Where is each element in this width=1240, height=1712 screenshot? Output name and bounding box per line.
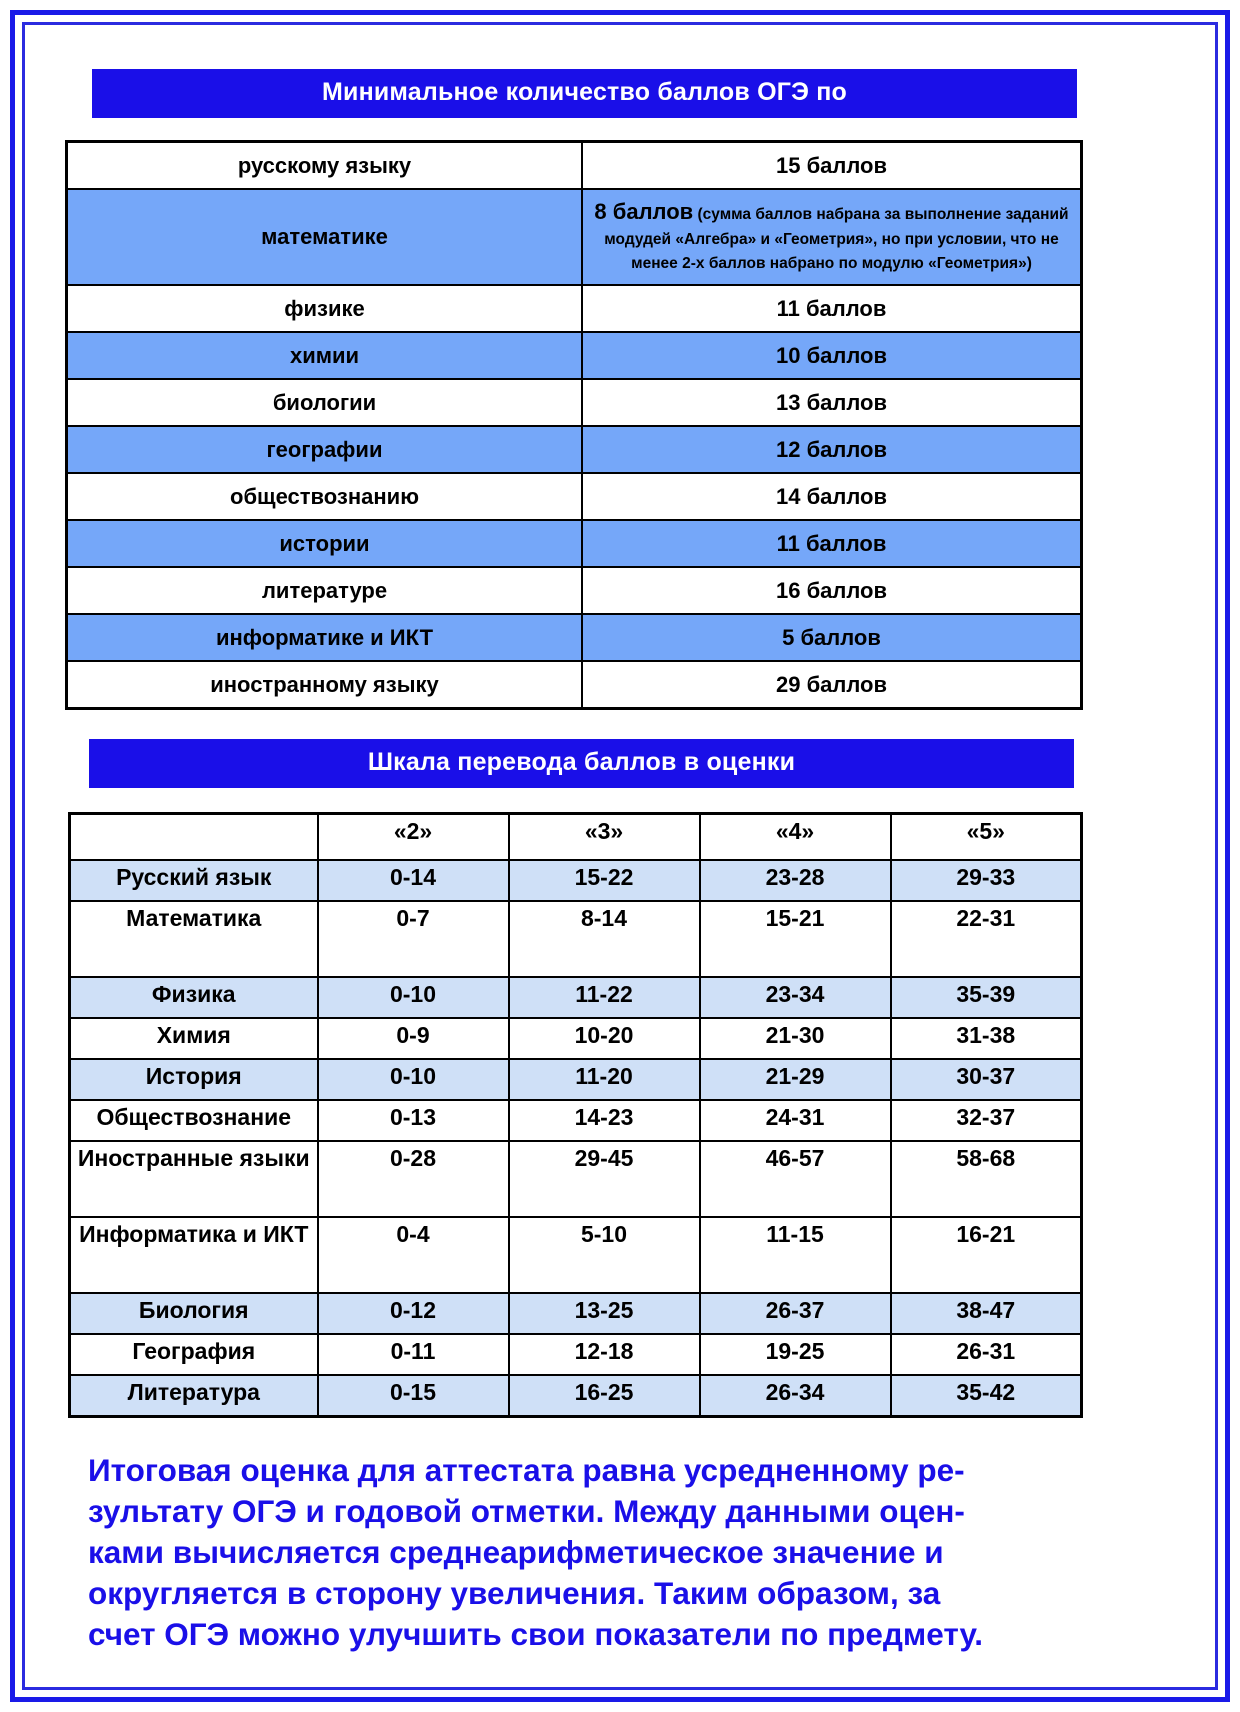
grade-5-cell: 22-31	[891, 901, 1082, 977]
grade-2-cell: 0-10	[318, 977, 509, 1018]
grade-5-cell: 26-31	[891, 1334, 1082, 1375]
subject-cell: Биология	[70, 1293, 318, 1334]
summary-paragraph	[88, 1450, 1088, 1655]
grade-2-cell: 0-14	[318, 860, 509, 901]
grade-5-cell: 31-38	[891, 1018, 1082, 1059]
grade-4-cell: 21-29	[700, 1059, 891, 1100]
subject-cell: Обществознание	[70, 1100, 318, 1141]
grade-5-cell: 29-33	[891, 860, 1082, 901]
min-score-cell: 14 баллов	[582, 473, 1082, 520]
grade-3-cell: 13-25	[509, 1293, 700, 1334]
min-score-cell: 11 баллов	[582, 520, 1082, 567]
subject-cell: География	[70, 1334, 318, 1375]
header-grade-1: «2»	[318, 814, 509, 861]
table-header-row	[70, 814, 1082, 861]
min-score-cell: 12 баллов	[582, 426, 1082, 473]
grade-5-cell: 38-47	[891, 1293, 1082, 1334]
subject-cell: истории	[67, 520, 583, 567]
table-row	[67, 379, 1082, 426]
subject-cell: физике	[67, 285, 583, 332]
grade-4-cell: 46-57	[700, 1141, 891, 1217]
grade-4-cell: 26-34	[700, 1375, 891, 1417]
table-row	[67, 520, 1082, 567]
grade-scale-table-wrap	[68, 812, 1080, 1418]
grade-5-cell: 35-39	[891, 977, 1082, 1018]
grade-3-cell: 14-23	[509, 1100, 700, 1141]
subject-cell: обществознанию	[67, 473, 583, 520]
grade-3-cell: 8-14	[509, 901, 700, 977]
subject-cell: Химия	[70, 1018, 318, 1059]
grade-3-cell: 12-18	[509, 1334, 700, 1375]
subject-cell: русскому языку	[67, 142, 583, 190]
grade-2-cell: 0-7	[318, 901, 509, 977]
grade-5-cell: 30-37	[891, 1059, 1082, 1100]
grade-2-cell: 0-15	[318, 1375, 509, 1417]
header-grade-2: «3»	[509, 814, 700, 861]
grade-3-cell: 16-25	[509, 1375, 700, 1417]
table-row	[70, 901, 1082, 977]
table-row	[67, 142, 1082, 190]
min-score-cell: 5 баллов	[582, 614, 1082, 661]
table-row	[67, 614, 1082, 661]
min-score-cell: 11 баллов	[582, 285, 1082, 332]
grade-scale-table	[68, 812, 1083, 1418]
grade-3-cell: 10-20	[509, 1018, 700, 1059]
table-row	[67, 426, 1082, 473]
table-row	[67, 473, 1082, 520]
grade-2-cell: 0-11	[318, 1334, 509, 1375]
table-row	[67, 661, 1082, 709]
table-row	[67, 285, 1082, 332]
grade-4-cell: 24-31	[700, 1100, 891, 1141]
subject-cell: Математика	[70, 901, 318, 977]
subject-cell: информатике и ИКТ	[67, 614, 583, 661]
grade-2-cell: 0-12	[318, 1293, 509, 1334]
header-grade-4: «5»	[891, 814, 1082, 861]
subject-cell: математике	[67, 189, 583, 285]
grade-4-cell: 23-34	[700, 977, 891, 1018]
table-row	[67, 567, 1082, 614]
grade-5-cell: 16-21	[891, 1217, 1082, 1293]
table-row	[70, 1334, 1082, 1375]
min-score-cell	[582, 189, 1082, 285]
min-score-note: (сумма баллов набрана за выполнение заданий модудей «Алгебра» и «Геометрия», но при условии, что не менее 2-х баллов набрано по модулю «Геометрия»)	[604, 205, 1069, 273]
table-row	[70, 1217, 1082, 1293]
min-score-value: 8 баллов	[594, 198, 694, 224]
grade-3-cell: 11-20	[509, 1059, 700, 1100]
minimal-scores-table-wrap	[65, 140, 1083, 710]
grade-4-cell: 15-21	[700, 901, 891, 977]
subject-cell: Физика	[70, 977, 318, 1018]
subject-cell: Русский язык	[70, 860, 318, 901]
summary-line: ками вычисляется среднеарифметическое значение и	[88, 1533, 944, 1570]
subject-cell: Литература	[70, 1375, 318, 1417]
grade-2-cell: 0-13	[318, 1100, 509, 1141]
subject-cell: Информатика и ИКТ	[70, 1217, 318, 1293]
section-2-banner: Шкала перевода баллов в оценки	[89, 739, 1074, 788]
grade-4-cell: 19-25	[700, 1334, 891, 1375]
grade-4-cell: 11-15	[700, 1217, 891, 1293]
summary-line: округляется в сторону увеличения. Таким образом, за	[88, 1574, 941, 1611]
table-row	[70, 1059, 1082, 1100]
poster-content	[40, 40, 1200, 1672]
grade-2-cell: 0-9	[318, 1018, 509, 1059]
table-row	[70, 860, 1082, 901]
table-row	[70, 977, 1082, 1018]
min-score-cell: 29 баллов	[582, 661, 1082, 709]
grade-4-cell: 23-28	[700, 860, 891, 901]
subject-cell: История	[70, 1059, 318, 1100]
subject-cell: географии	[67, 426, 583, 473]
table-row	[70, 1018, 1082, 1059]
grade-3-cell: 15-22	[509, 860, 700, 901]
grade-3-cell: 11-22	[509, 977, 700, 1018]
grade-5-cell: 35-42	[891, 1375, 1082, 1417]
min-score-cell: 13 баллов	[582, 379, 1082, 426]
table-row	[67, 332, 1082, 379]
min-score-cell: 10 баллов	[582, 332, 1082, 379]
grade-4-cell: 21-30	[700, 1018, 891, 1059]
min-score-cell: 15 баллов	[582, 142, 1082, 190]
summary-line: счет ОГЭ можно улучшить свои показатели по предмету.	[88, 1615, 984, 1652]
grade-5-cell: 58-68	[891, 1141, 1082, 1217]
table-row	[70, 1141, 1082, 1217]
grade-2-cell: 0-10	[318, 1059, 509, 1100]
header-subject	[70, 814, 318, 861]
subject-cell: Иностранные языки	[70, 1141, 318, 1217]
table-row	[70, 1293, 1082, 1334]
grade-3-cell: 5-10	[509, 1217, 700, 1293]
grade-2-cell: 0-4	[318, 1217, 509, 1293]
min-score-cell: 16 баллов	[582, 567, 1082, 614]
table-row	[67, 189, 1082, 285]
grade-4-cell: 26-37	[700, 1293, 891, 1334]
grade-5-cell: 32-37	[891, 1100, 1082, 1141]
header-grade-3: «4»	[700, 814, 891, 861]
minimal-scores-table	[65, 140, 1083, 710]
table-row	[70, 1375, 1082, 1417]
subject-cell: литературе	[67, 567, 583, 614]
summary-line: Итоговая оценка для аттестата равна усредненному ре-	[88, 1452, 965, 1488]
subject-cell: биологии	[67, 379, 583, 426]
subject-cell: химии	[67, 332, 583, 379]
subject-cell: иностранному языку	[67, 661, 583, 709]
table-row	[70, 1100, 1082, 1141]
summary-line: зультату ОГЭ и годовой отметки. Между данными оцен-	[88, 1492, 965, 1529]
grade-3-cell: 29-45	[509, 1141, 700, 1217]
section-1-banner: Минимальное количество баллов ОГЭ по	[92, 69, 1077, 118]
grade-2-cell: 0-28	[318, 1141, 509, 1217]
